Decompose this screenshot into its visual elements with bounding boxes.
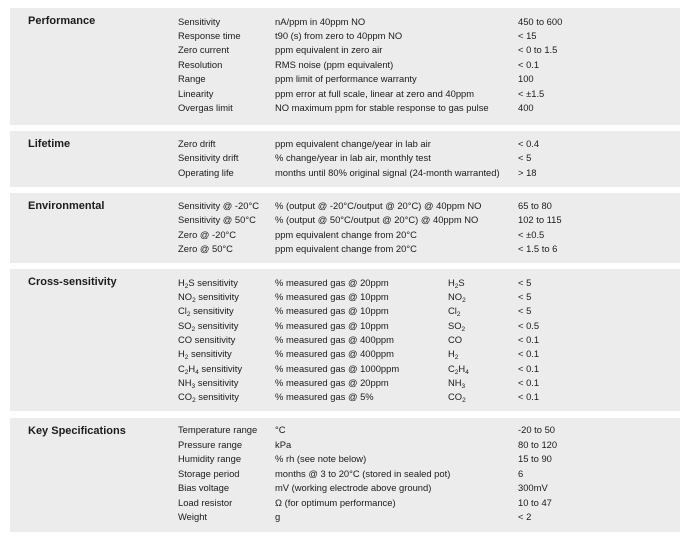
- table-row: [10, 333, 680, 347]
- lifetime-section: [10, 131, 680, 187]
- gas-sensitivity-label: $C_2H_4$ sensitivity: [178, 363, 243, 376]
- param-name: Bias voltage: [178, 482, 230, 493]
- param-value: < 0.4: [518, 138, 540, 149]
- table-row: [10, 423, 680, 437]
- param-value: 15 to 90: [518, 453, 552, 464]
- param-name: Load resistor: [178, 497, 233, 508]
- performance-section: [10, 8, 680, 125]
- param-value: < 0.1: [518, 348, 540, 359]
- table-row: [10, 347, 680, 361]
- param-value: < 0.1: [518, 363, 540, 374]
- param-description: % measured gas @ 400ppm: [275, 348, 394, 359]
- param-value: < 5: [518, 277, 532, 288]
- param-value: 65 to 80: [518, 200, 552, 211]
- param-value: < ±1.5: [518, 88, 545, 99]
- section-title: Environmental: [28, 200, 105, 212]
- param-description: mV (working electrode above ground): [275, 482, 432, 493]
- param-name: Temperature range: [178, 424, 258, 435]
- param-value: 102 to 115: [518, 214, 562, 225]
- table-row: [10, 276, 680, 290]
- table-row: [10, 452, 680, 466]
- gas-formula: $NO_2$: [448, 291, 466, 304]
- param-description: % measured gas @ 20ppm: [275, 377, 389, 388]
- section-title: Lifetime: [28, 138, 71, 150]
- param-name: Sensitivity @ 50°C: [178, 214, 256, 225]
- table-row: [10, 87, 680, 101]
- param-description: months @ 3 to 20°C (stored in sealed pot): [275, 468, 451, 479]
- table-row: [10, 362, 680, 376]
- param-description: ppm equivalent change from 20°C: [275, 229, 417, 240]
- param-description: ppm error at full scale, linear at zero and 40ppm: [275, 88, 475, 99]
- param-description: NO maximum ppm for stable response to gas pulse: [275, 102, 489, 113]
- param-description: RMS noise (ppm equivalent): [275, 59, 394, 70]
- param-value: < ±0.5: [518, 229, 545, 240]
- table-row: [10, 137, 680, 151]
- param-value: -20 to 50: [518, 424, 556, 435]
- param-value: > 18: [518, 167, 537, 178]
- param-value: 300mV: [518, 482, 548, 493]
- param-description: % rh (see note below): [275, 453, 367, 464]
- table-row: [10, 43, 680, 57]
- param-value: < 0.1: [518, 334, 540, 345]
- gas-formula: $Cl_2$: [448, 305, 461, 318]
- table-row: [10, 199, 680, 213]
- gas-sensitivity-label: $Cl_2$ sensitivity: [178, 305, 234, 318]
- table-row: [10, 242, 680, 256]
- param-name: Overgas limit: [178, 102, 233, 113]
- param-value: 6: [518, 468, 524, 479]
- environmental-section: [10, 193, 680, 263]
- param-name: Humidity range: [178, 453, 242, 464]
- gas-formula: $H_2S$: [448, 277, 465, 290]
- param-description: nA/ppm in 40ppm NO: [275, 16, 366, 27]
- param-description: months until 80% original signal (24-month warranted): [275, 167, 500, 178]
- param-description: % measured gas @ 10ppm: [275, 305, 389, 316]
- param-name: Pressure range: [178, 439, 243, 450]
- param-description: °C: [275, 424, 286, 435]
- param-value: 100: [518, 73, 534, 84]
- section-title: Performance: [28, 15, 96, 27]
- param-name: Zero @ -20°C: [178, 229, 237, 240]
- table-row: [10, 319, 680, 333]
- param-description: % measured gas @ 10ppm: [275, 320, 389, 331]
- param-name: Sensitivity: [178, 16, 221, 27]
- table-row: [10, 151, 680, 165]
- param-description: ppm limit of performance warranty: [275, 73, 417, 84]
- table-row: [10, 496, 680, 510]
- gas-sensitivity-label: $H_2$ sensitivity: [178, 348, 232, 361]
- gas-formula: $H_2$: [448, 348, 459, 361]
- gas-sensitivity-label: $NO_2$ sensitivity: [178, 291, 239, 304]
- gas-formula: $NH_3$: [448, 377, 466, 390]
- table-row: [10, 481, 680, 495]
- param-value: 400: [518, 102, 534, 113]
- param-name: Weight: [178, 511, 208, 522]
- param-description: % (output @ 50°C/output @ 20°C) @ 40ppm NO: [275, 214, 479, 225]
- param-description: % measured gas @ 5%: [275, 391, 374, 402]
- section-title: Cross-sensitivity: [28, 276, 117, 288]
- param-description: ppm equivalent in zero air: [275, 44, 383, 55]
- param-name: Sensitivity drift: [178, 152, 239, 163]
- param-description: % measured gas @ 1000ppm: [275, 363, 400, 374]
- param-description: t90 (s) from zero to 40ppm NO: [275, 30, 403, 41]
- param-value: < 2: [518, 511, 532, 522]
- param-value: < 0.1: [518, 391, 540, 402]
- gas-sensitivity-label: $NH_3$ sensitivity: [178, 377, 239, 390]
- table-row: [10, 438, 680, 452]
- gas-sensitivity-label: CO sensitivity: [178, 334, 236, 345]
- param-name: Operating life: [178, 167, 234, 178]
- param-name: Zero current: [178, 44, 230, 55]
- param-description: g: [275, 511, 281, 522]
- key-specifications-section: [10, 418, 680, 532]
- param-name: Linearity: [178, 88, 214, 99]
- gas-sensitivity-label: $SO_2$ sensitivity: [178, 320, 239, 333]
- param-value: 450 to 600: [518, 16, 563, 27]
- table-row: [10, 101, 680, 115]
- param-name: Zero @ 50°C: [178, 243, 233, 254]
- gas-sensitivity-label: $H_2S$ sensitivity: [178, 277, 238, 290]
- table-row: [10, 72, 680, 86]
- param-name: Sensitivity @ -20°C: [178, 200, 259, 211]
- param-name: Storage period: [178, 468, 240, 479]
- param-value: < 0.5: [518, 320, 540, 331]
- param-value: < 5: [518, 152, 532, 163]
- table-row: [10, 467, 680, 481]
- table-row: [10, 304, 680, 318]
- param-value: < 0.1: [518, 59, 540, 70]
- gas-formula: CO: [448, 334, 463, 345]
- param-value: < 0 to 1.5: [518, 44, 558, 55]
- table-row: [10, 290, 680, 304]
- param-name: Resolution: [178, 59, 223, 70]
- param-description: Ω (for optimum performance): [275, 497, 396, 508]
- param-name: Response time: [178, 30, 241, 41]
- gas-formula: $SO_2$: [448, 320, 466, 333]
- param-description: ppm equivalent change from 20°C: [275, 243, 417, 254]
- gas-sensitivity-label: $CO_2$ sensitivity: [178, 391, 239, 404]
- param-description: % change/year in lab air, monthly test: [275, 152, 431, 163]
- param-value: < 1.5 to 6: [518, 243, 558, 254]
- param-value: < 5: [518, 305, 532, 316]
- param-description: % (output @ -20°C/output @ 20°C) @ 40ppm NO: [275, 200, 482, 211]
- param-name: Zero drift: [178, 138, 216, 149]
- param-description: kPa: [275, 439, 292, 450]
- param-value: < 15: [518, 30, 537, 41]
- param-value: 10 to 47: [518, 497, 552, 508]
- param-name: Range: [178, 73, 206, 84]
- table-row: [10, 15, 680, 29]
- param-description: % measured gas @ 10ppm: [275, 291, 389, 302]
- table-row: [10, 376, 680, 390]
- param-description: % measured gas @ 400ppm: [275, 334, 394, 345]
- gas-formula: $CO_2$: [448, 391, 466, 404]
- table-row: [10, 166, 680, 180]
- table-row: [10, 510, 680, 524]
- param-value: < 0.1: [518, 377, 540, 388]
- table-row: [10, 390, 680, 404]
- param-value: 80 to 120: [518, 439, 558, 450]
- param-description: % measured gas @ 20ppm: [275, 277, 389, 288]
- param-description: ppm equivalent change/year in lab air: [275, 138, 431, 149]
- param-value: < 5: [518, 291, 532, 302]
- table-row: [10, 58, 680, 72]
- section-title: Key Specifications: [28, 425, 126, 437]
- table-row: [10, 228, 680, 242]
- cross-sensitivity-section: [10, 269, 680, 411]
- gas-formula: $C_2H_4$: [448, 363, 469, 376]
- table-row: [10, 213, 680, 227]
- table-row: [10, 29, 680, 43]
